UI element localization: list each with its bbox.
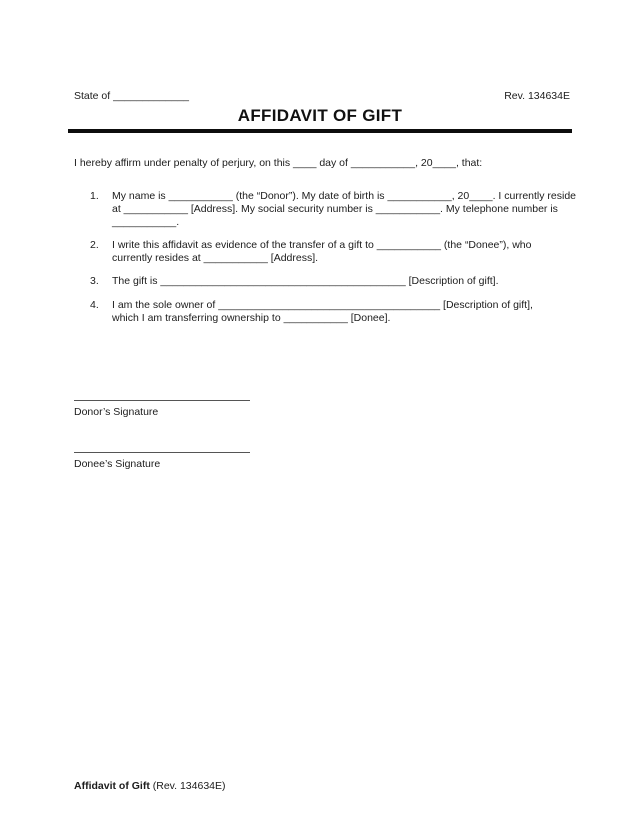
donee-signature-line xyxy=(74,452,250,453)
item-text-line: The gift is __________________________________________ [Description of gift]. xyxy=(112,275,499,287)
donor-signature-label: Donor’s Signature xyxy=(74,406,159,418)
footer xyxy=(74,780,226,793)
item-text xyxy=(112,299,533,325)
item-text xyxy=(112,275,499,288)
footer-title: Affidavit of Gift xyxy=(74,780,150,792)
item-text-line: at ___________ [Address]. My social security number is ___________. My telephone number is xyxy=(112,203,558,215)
item-number: 2. xyxy=(90,239,99,251)
donor-signature-line xyxy=(74,400,250,401)
page-title: AFFIDAVIT OF GIFT xyxy=(237,106,403,125)
intro-paragraph: I hereby affirm under penalty of perjury, on this ____ day of ___________, 20____, that: xyxy=(74,157,483,169)
list-item-4 xyxy=(90,299,533,325)
item-text-line: currently resides at ___________ [Address]. xyxy=(112,252,319,264)
item-text xyxy=(112,190,576,229)
revision-label: Rev. 134634E xyxy=(504,90,570,102)
item-number: 1. xyxy=(90,190,99,202)
item-text-line: I am the sole owner of ______________________________________ [Description of gift], xyxy=(112,299,533,311)
item-number: 4. xyxy=(90,299,99,311)
footer-revision: (Rev. 134634E) xyxy=(149,780,226,792)
list-item-2 xyxy=(90,239,531,265)
item-number: 3. xyxy=(90,275,99,287)
item-text-line: My name is ___________ (the “Donor”). My date of birth is ___________, 20____. I currently reside xyxy=(112,190,577,202)
state-of-field: State of _____________ xyxy=(74,90,190,102)
item-text xyxy=(112,239,531,265)
list-item-3 xyxy=(90,275,499,288)
list-item-1 xyxy=(90,190,576,229)
title-rule xyxy=(68,129,572,133)
item-text-line: I write this affidavit as evidence of the transfer of a gift to ___________ (the “Donee”), who xyxy=(112,239,532,251)
donee-signature-label: Donee’s Signature xyxy=(74,458,161,470)
item-text-line: ___________. xyxy=(112,216,180,228)
item-text-line: which I am transferring ownership to ___________ [Donee]. xyxy=(112,312,391,324)
